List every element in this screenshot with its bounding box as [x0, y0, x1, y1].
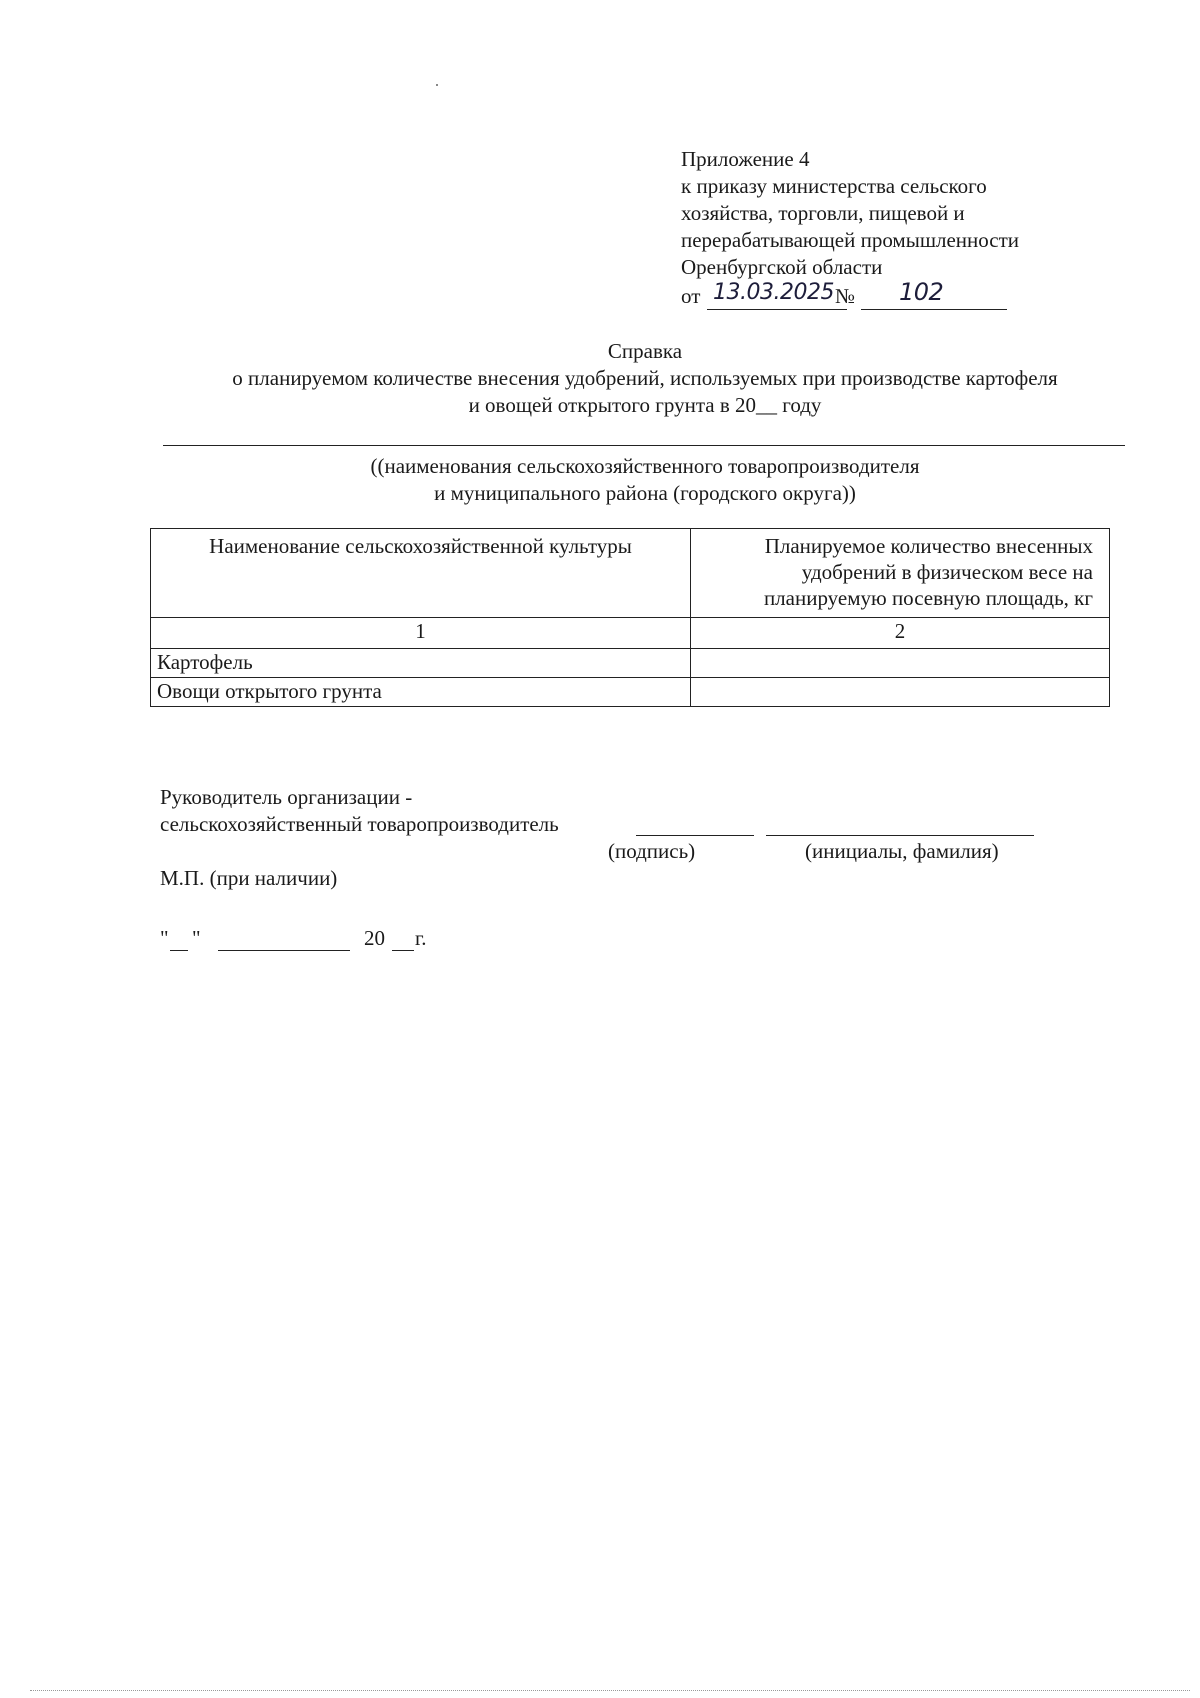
- title-heading: Справка: [607, 339, 683, 363]
- table-row: [151, 678, 1110, 707]
- column-number-row: [151, 618, 1110, 649]
- year-suffix: г.: [415, 926, 427, 950]
- fertilizer-table: [150, 528, 1110, 707]
- amount-cell[interactable]: [691, 649, 1110, 678]
- header-line: удобрений в физическом весе на: [801, 560, 1093, 584]
- name-hint: (инициалы, фамилия): [805, 839, 999, 863]
- appendix-line: к приказу министерства сельского: [681, 174, 987, 198]
- caption-line: и муниципального района (городского округа)): [434, 481, 856, 505]
- header-planned-amount: [691, 529, 1110, 618]
- signature-hint: (подпись): [608, 839, 696, 863]
- year-blank[interactable]: [392, 926, 414, 951]
- appendix-line: Оренбургской области: [681, 255, 883, 279]
- order-number-field: [861, 278, 1007, 310]
- appendix-line: хозяйства, торговли, пищевой и: [681, 201, 965, 225]
- scan-edge-line: [30, 1690, 1190, 1691]
- appendix-line: Приложение 4: [681, 147, 810, 171]
- appendix-block: [681, 146, 1121, 311]
- title-line: и овощей открытого грунта в 20__ году: [468, 393, 822, 417]
- order-date-number-line: [681, 278, 1121, 311]
- open-quote: ": [160, 926, 169, 950]
- stamp-line: [160, 865, 1060, 892]
- scan-speck: [436, 84, 438, 86]
- signer-title-line: [160, 784, 1060, 811]
- number-sign: №: [835, 284, 856, 308]
- table-header-row: [151, 529, 1110, 618]
- document-date-line: [160, 926, 560, 956]
- signer-role: сельскохозяйственный товаропроизводитель: [160, 812, 559, 836]
- name-field[interactable]: [766, 811, 1034, 836]
- signature-field[interactable]: [636, 811, 754, 836]
- table-row: [151, 649, 1110, 678]
- header-line: Планируемое количество внесенных: [764, 534, 1093, 558]
- signer-title: Руководитель организации -: [160, 785, 413, 809]
- signature-block: [160, 784, 1060, 892]
- header-crop-name: Наименование сельскохозяйственной культуры: [151, 529, 691, 618]
- document-title: [150, 338, 1140, 419]
- crop-name-cell: Картофель: [151, 649, 691, 678]
- month-blank[interactable]: [218, 926, 350, 951]
- column-number: 1: [151, 618, 691, 649]
- crop-name-cell: Овощи открытого грунта: [151, 678, 691, 707]
- stamp-label: М.П. (при наличии): [160, 866, 338, 890]
- signer-role-line: [160, 811, 1060, 838]
- order-date-field: [707, 281, 847, 310]
- handwritten-date: 13.03.2025: [713, 280, 834, 305]
- column-number: 2: [691, 618, 1110, 649]
- producer-name-caption: [150, 453, 1140, 507]
- year-prefix: 20: [364, 926, 385, 950]
- appendix-line: перерабатывающей промышленности: [681, 228, 1020, 252]
- caption-line: ((наименования сельскохозяйственного товаропроизводителя: [370, 454, 920, 478]
- title-line: о планируемом количестве внесения удобрений, используемых при производстве картофеля: [232, 366, 1058, 390]
- producer-name-blank-line: [163, 445, 1125, 446]
- day-blank[interactable]: [170, 926, 188, 951]
- handwritten-number: 102: [899, 278, 944, 306]
- amount-cell[interactable]: [691, 678, 1110, 707]
- close-quote: ": [192, 926, 201, 950]
- header-line: планируемую посевную площадь, кг: [763, 586, 1093, 610]
- from-prefix: от: [681, 284, 701, 308]
- signature-hints-line: [160, 838, 1060, 865]
